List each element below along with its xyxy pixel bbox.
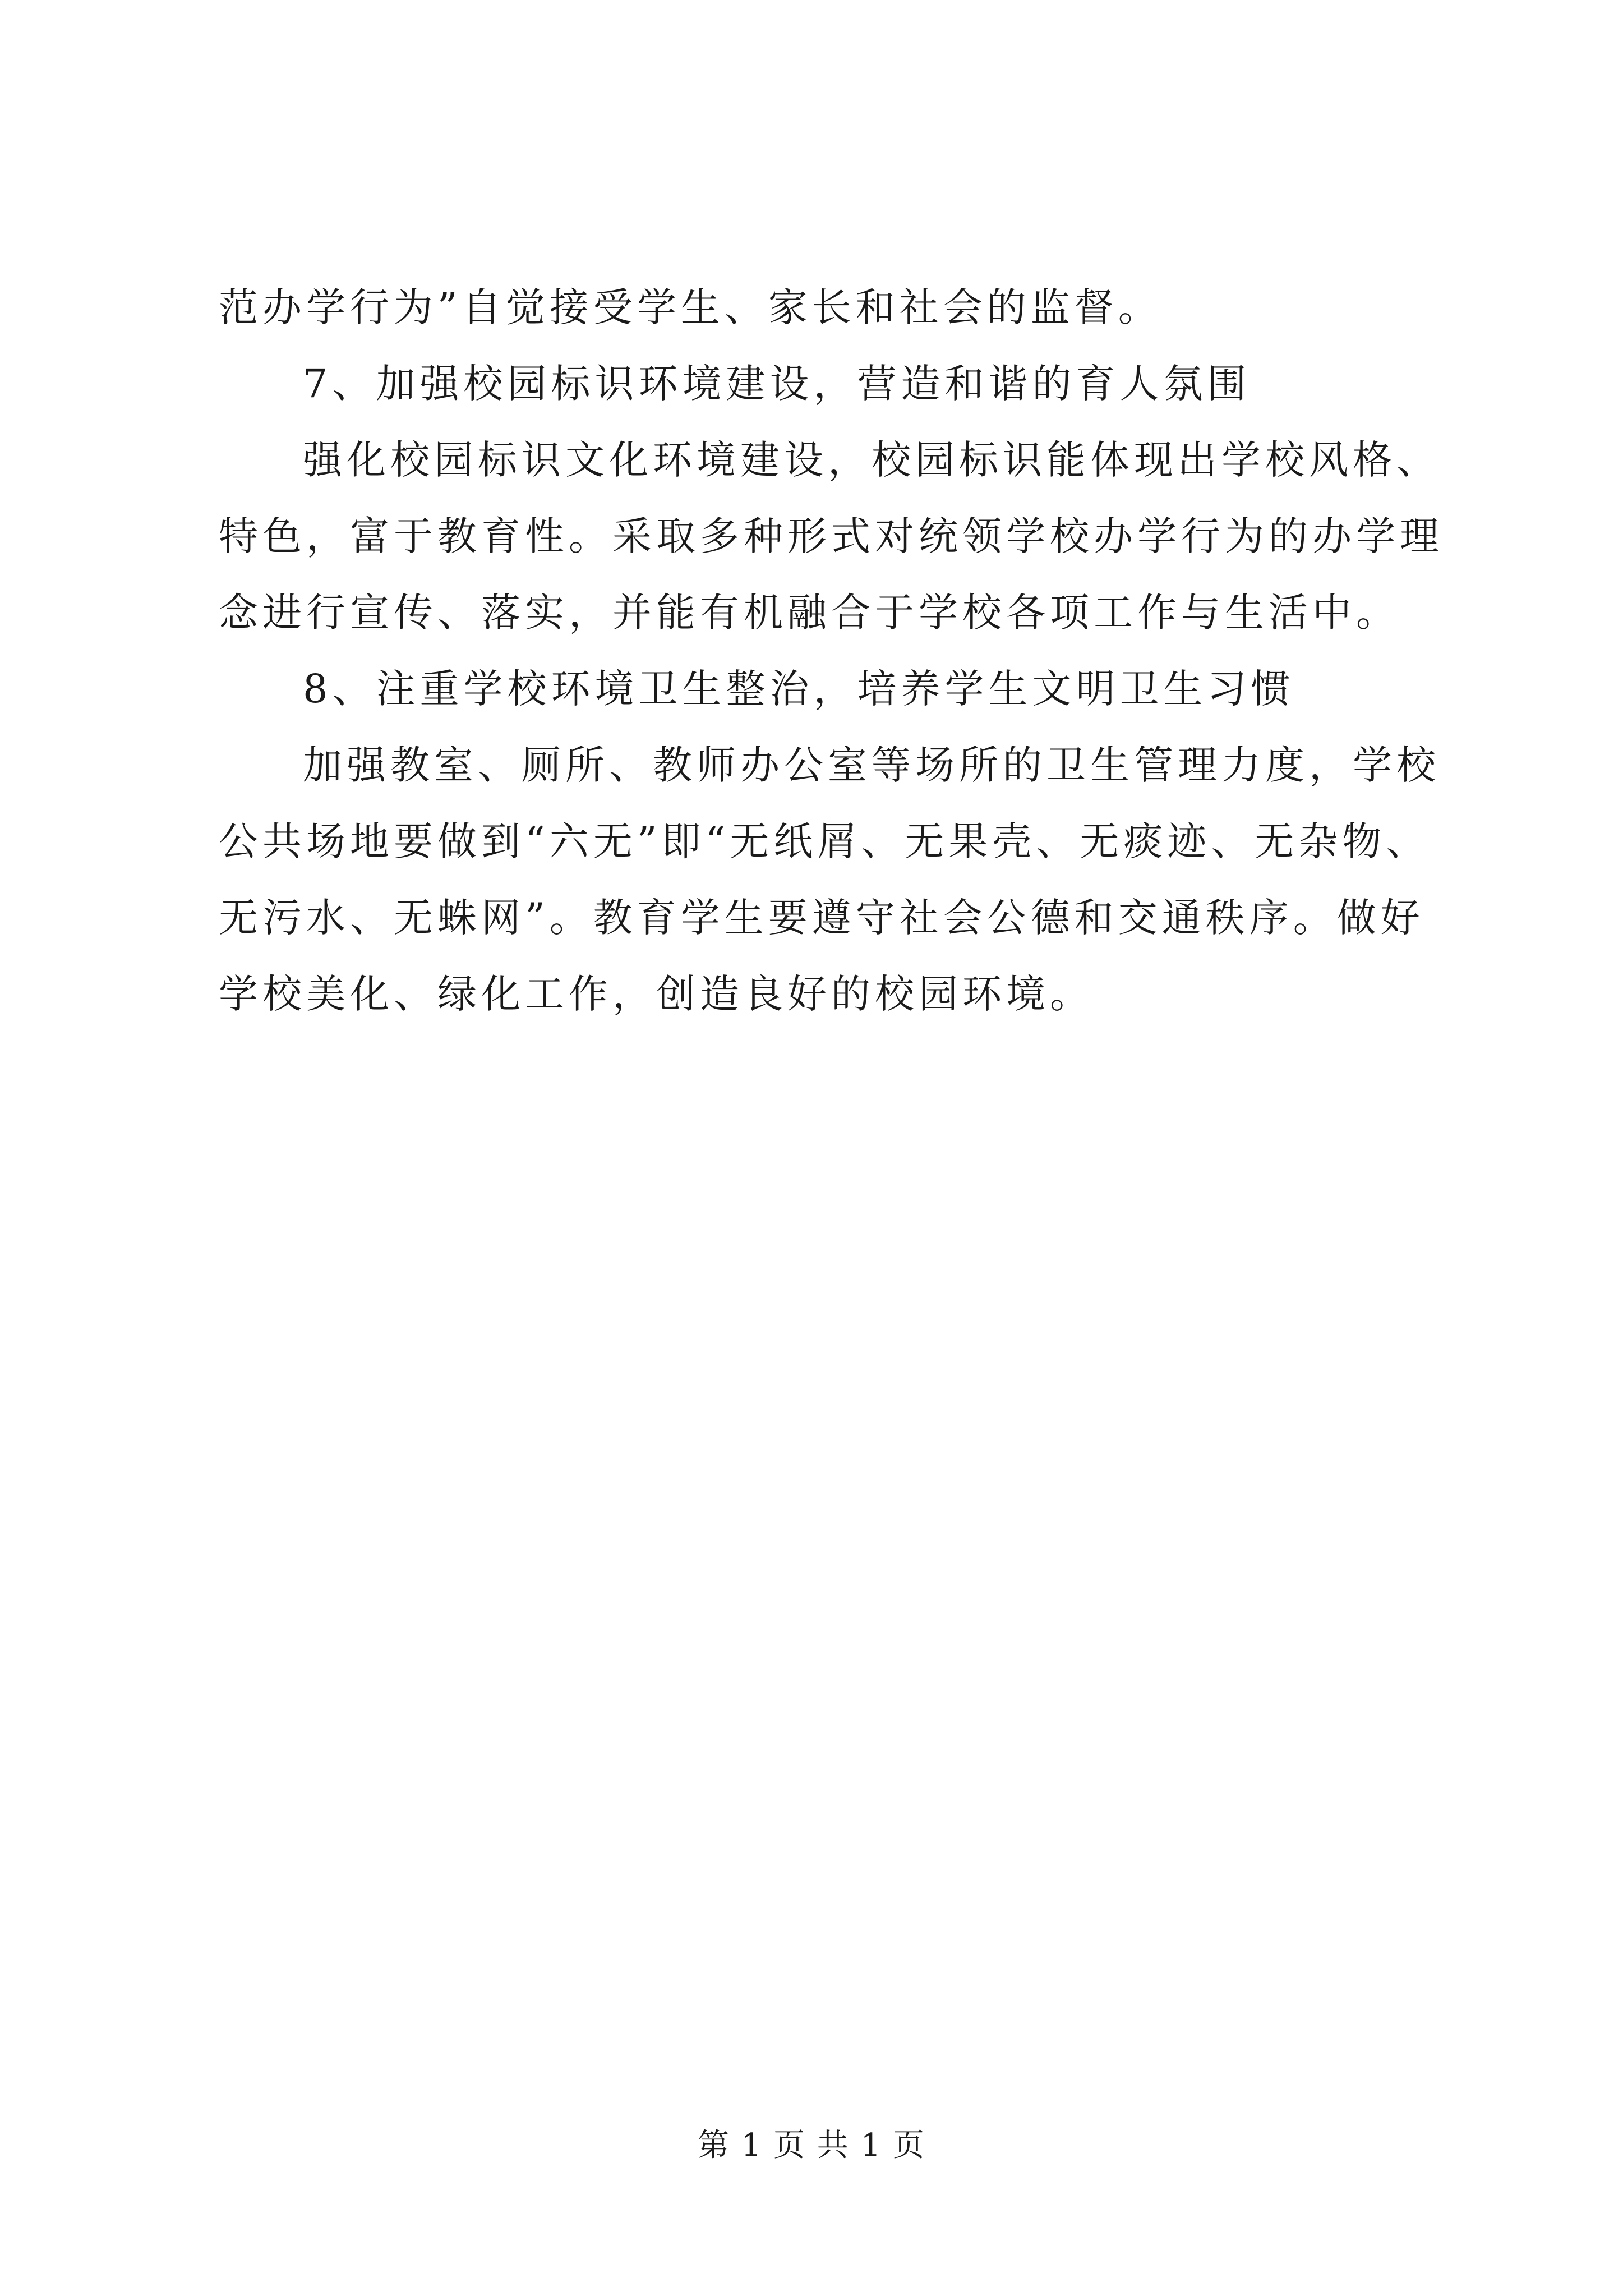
document-body: [219, 269, 1444, 1032]
section-heading-8: 8、注重学校环境卫生整治，培养学生文明卫生习惯: [303, 666, 1295, 712]
paragraph-line: 学校美化、绿化工作，创造良好的校园环境。: [219, 971, 1094, 1017]
paragraph-line: 加强教室、厕所、教师办公室等场所的卫生管理力度，学校: [303, 742, 1440, 788]
paragraph-line: 特色，富于教育性。采取多种形式对统领学校办学行为的办学理: [219, 513, 1444, 559]
section-heading-7: 7、加强校园标识环境建设，营造和谐的育人氛围: [303, 361, 1251, 407]
paragraph-line: 念进行宣传、落实，并能有机融合于学校各项工作与生活中。: [219, 590, 1400, 636]
page-number-footer: 第 1 页 共 1 页: [697, 2127, 926, 2164]
paragraph-line: 无污水、无蛛网”。教育学生要遵守社会公德和交通秩序。做好: [219, 895, 1424, 941]
paragraph-line: 公共场地要做到“六无”即“无纸屑、无果壳、无痰迹、无杂物、: [219, 818, 1430, 864]
paragraph-line-continuation: 范办学行为”自觉接受学生、家长和社会的监督。: [219, 284, 1162, 330]
paragraph-line: 强化校园标识文化环境建设，校园标识能体现出学校风格、: [303, 437, 1440, 483]
